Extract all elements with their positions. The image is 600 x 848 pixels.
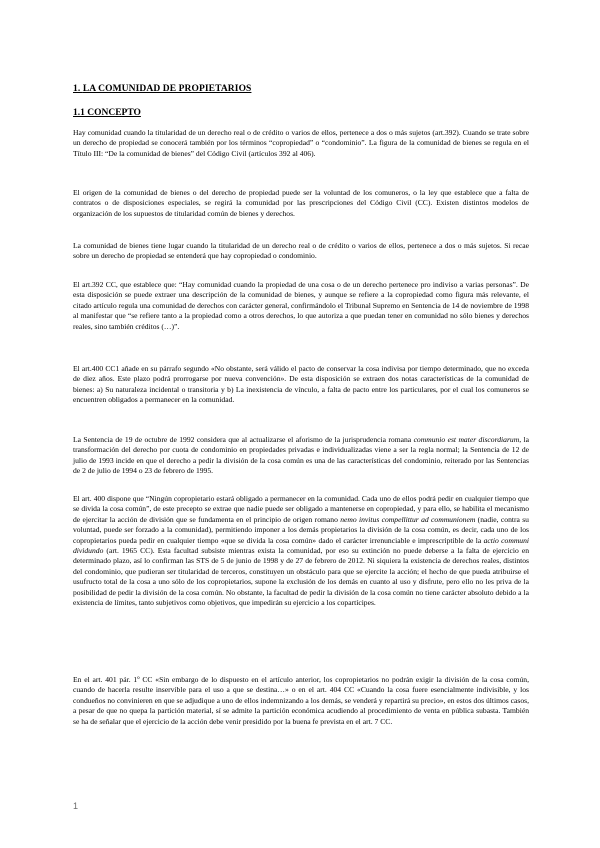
section-heading bbox=[73, 84, 251, 94]
page-number: 1 bbox=[73, 801, 79, 811]
paragraph-2: El origen de la comunidad de bienes o del derecho de propiedad puede ser la voluntad de los comuneros, o la ley que establece que a falta de contratos o de disposiciones especiales, se regirá la comunidad por las prescripciones del Código Civil (CC). Existen distintos modelos de organización de los supuestos de titularidad común de bienes y derechos. bbox=[73, 188, 529, 218]
paragraph-7: El art. 400 dispone que “Ningún copropietario estará obligado a permanecer en la comunidad. Cada uno de ellos podrá pedir en cualquier tiempo que se divida la cosa común”, de este precepto se extrae que nadie puede ser obligado a mantenerse en copropiedad, y para ello, se habilita el mecanismo de ejercitar la acción de división que se fundamenta en el principio de origen romano nemo invitus compellittur ad communionem (nadie, contra su voluntad, puede ser forzado a la comunidad), permitiendo imponer a los demás propietarios la división de la cosa común, es decir, cada uno de los copropietarios pueda pedir en cualquier tiempo «que se divida la cosa común» dado el carácter irrenunciable e imprescriptible de la actio communi dividundo (art. 1965 CC). Esta facultad subsiste mientras exista la comunidad, por eso su extinción no puede deberse a la falta de ejercicio en determinado plazo, así lo confirman las STS de 5 de junio de 1998 y de 27 de febrero de 2012. Ni siquiera la existencia de derechos reales, distintos del condominio, que pudieran ser titularidad de terceros, constituyen un obstáculo para que se ejercite la acción; el hecho de que pueda atribuirse el usufructo total de la cosa a uno sólo de los copropietarios, supone la exclusión de los demás en cuanto al uso y disfrute, pero ello no les priva de la posibilidad de pedir la división de la cosa común. No obstante, la facultad de pedir la división de la cosa común no tiene carácter absoluto debido a la existencia de límites, tanto subjetivos como objetivos, que impedirán su ejercicio a los copartícipes. bbox=[73, 494, 530, 608]
paragraph-4: El art.392 CC, que establece que: “Hay comunidad cuando la propiedad de una cosa o de un derecho pertenece pro indiviso a varias personas”. De esta disposición se puede extraer una descripción de la comunidad de bienes, y aunque se refiere a la copropiedad como figura más relevante, el citado artículo regula una comunidad de derechos con carácter general, confirmándolo el Tribunal Supremo en Sentencia de 14 de noviembre de 1998 al manifestar que “se refiere tanto a la propiedad como a otros derechos, lo que autoriza a que puedan tener en comunidad no sólo bienes y derechos reales, sino también créditos (…)”. bbox=[73, 280, 529, 331]
section-number: 1. bbox=[73, 84, 83, 94]
paragraph-6: La Sentencia de 19 de octubre de 1992 considera que al actualizarse el aforismo de la jurisprudencia romana communio est mater discordiarum, la transformación del derecho por cuota de condominio en propiedades privadas e individualizadas viene a ser la regla normal; la Sentencia de 12 de julio de 1993 incide en que el derecho a pedir la división de la cosa común es una de las características del condominio, reiterado por las Sentencias de 2 de julio de 1994 o 23 de febrero de 1995. bbox=[73, 435, 530, 476]
latin-aphorism: communio est mater discordiarum bbox=[413, 435, 520, 444]
paragraph-5: El art.400 CC1 añade en su párrafo segundo «No obstante, será válido el pacto de conservar la cosa indivisa por tiempo determinado, que no exceda de diez años. Este plazo podrá prorrogarse por nueva convención». De esta disposición se extraen dos notas características de la comunidad de bienes: a) Su naturaleza incidental o transitoria y b) La inexistencia de vínculo, a falta de pacto entre los particulares, por el cual los comuneros se encuentren obligados a permanecer en la comunidad. bbox=[73, 364, 529, 405]
latin-principle: nemo invitus compellittur ad communionem bbox=[340, 514, 476, 524]
paragraph-8: En el art. 401 pár. 1º CC «Sin embargo de lo dispuesto en el artículo anterior, los copropietarios no podrán exigir la división de la cosa común, cuando de hacerla resulte inservible para el uso a que se destina…» o en el art. 404 CC «Cuando la cosa fuere esencialmente indivisible, y los condueños no convinieren en que se adjudique a uno de ellos indemnizando a los demás, se venderá y repartirá su precio», en estos dos últimos casos, a pesar de que no quepa la partición material, sí se admite la partición económica acudiendo al procedimiento de venta en pública subasta. También se ha de señalar que el ejercicio de la acción debe venir presidido por la buena fe prevista en el art. 7 CC. bbox=[73, 675, 529, 726]
paragraph-3: La comunidad de bienes tiene lugar cuando la titularidad de un derecho real o de crédito o varios de ellos, pertenece a dos o más sujetos. Si recae sobre un derecho de propiedad se entenderá que hay copropiedad o condominio. bbox=[73, 241, 529, 261]
section-title: LA COMUNIDAD DE PROPIETARIOS bbox=[82, 84, 252, 94]
subsection-heading: 1.1 CONCEPTO bbox=[73, 108, 141, 118]
paragraph-1: Hay comunidad cuando la titularidad de un derecho real o de crédito o varios de ellos, pertenece a dos o más sujetos (art.392). Cuando se trate sobre un derecho de propiedad se conocerá también por los términos “copropiedad” o “condominio”. La figura de la comunidad de bienes se regula en el Título III: “De la comunidad de bienes” del Código Civil (artículos 392 al 406). bbox=[73, 128, 529, 158]
latin-actio: actio communi dividundo bbox=[73, 535, 530, 556]
